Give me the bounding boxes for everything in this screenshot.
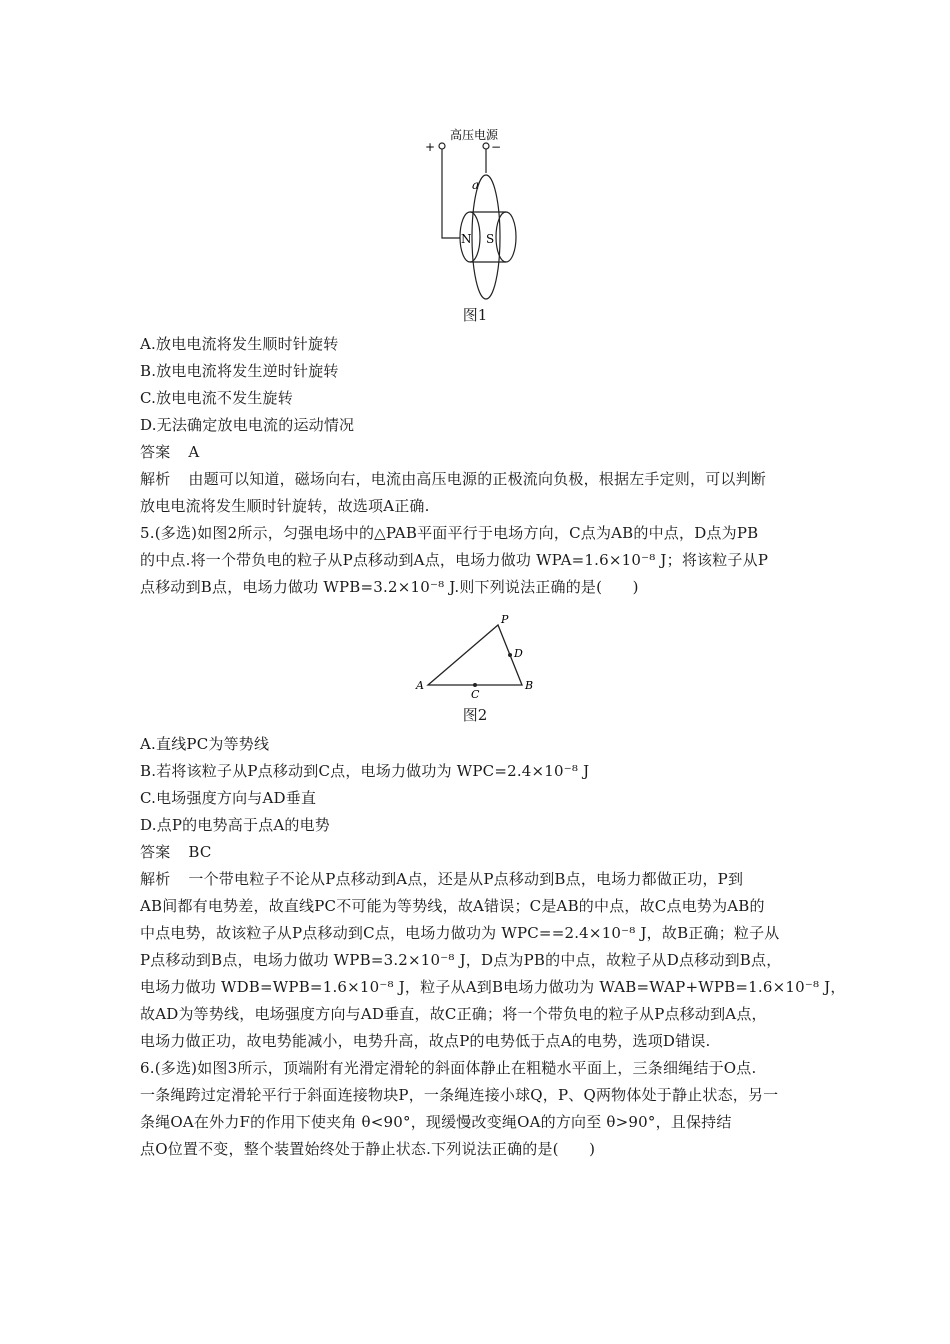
label-s: S xyxy=(486,232,495,246)
q5-answer xyxy=(140,842,820,862)
q5-answer-value: BC xyxy=(188,843,212,861)
q6-stem-line-4: 点O位置不变，整个装置始终处于静止状态.下列说法正确的是( ) xyxy=(140,1140,596,1158)
label-p: P xyxy=(501,613,509,626)
q6-stem-line-2: 一条绳跨过定滑轮平行于斜面连接物块P，一条绳连接小球Q，P、Q两物体处于静止状态，另一 xyxy=(140,1086,779,1104)
q5-option-a: A.直线PC为等势线 xyxy=(140,735,270,753)
q4-option-d: D.无法确定放电电流的运动情况 xyxy=(140,416,355,434)
q4-analysis-label: 解析 xyxy=(140,470,171,488)
label-n: N xyxy=(461,232,472,246)
q5-analysis-line-5: 电场力做功 WDB=WPB=1.6×10⁻⁸ J，粒子从A到B电场力做功为 WAB=WAP+WPB=1.6×10⁻⁸ J， xyxy=(140,978,846,996)
q4-analysis-line-2: 放电电流将发生顺时针旋转，故选项A正确. xyxy=(140,497,430,515)
figure-2-diagram xyxy=(410,610,550,700)
q4-option-c: C.放电电流不发生旋转 xyxy=(140,389,293,407)
label-b: B xyxy=(525,679,534,692)
figure-1-caption: 图1 xyxy=(462,306,488,324)
positive-wire xyxy=(442,149,462,238)
q4-answer-value: A xyxy=(188,443,200,461)
q5-analysis-label: 解析 xyxy=(140,870,171,888)
q5-analysis-text-1: 一个带电粒子不论从P点移动到A点，还是从P点移动到B点，电场力都做正功，P到 xyxy=(188,870,744,888)
q5-stem-line-1: 5.(多选)如图2所示，匀强电场中的△PAB平面平行于电场方向，C点为AB的中点，D点为PB xyxy=(140,524,759,542)
q5-analysis-line-4: P点移动到B点，电场力做功 WPB=3.2×10⁻⁸ J，D点为PB的中点，故粒子从D点移动到B点， xyxy=(140,951,782,969)
label-c: C xyxy=(471,688,480,700)
point-d-dot xyxy=(508,653,512,657)
q5-stem-line-3: 点移动到B点，电场力做功 WPB=3.2×10⁻⁸ J.则下列说法正确的是( ) xyxy=(140,578,639,596)
label-a: a xyxy=(472,178,480,192)
label-d: D xyxy=(514,647,523,660)
triangle-pab xyxy=(428,625,522,685)
q4-analysis-text-1: 由题可以知道，磁场向右，电流由高压电源的正极流向负极，根据左手定则，可以判断 xyxy=(188,470,767,488)
figure-1-diagram xyxy=(420,125,540,300)
q5-option-b: B.若将该粒子从P点移动到C点，电场力做功为 WPC=2.4×10⁻⁸ J xyxy=(140,762,590,780)
minus-terminal-label: − xyxy=(491,140,502,154)
label-a: A xyxy=(416,679,424,692)
q4-option-b: B.放电电流将发生逆时针旋转 xyxy=(140,362,339,380)
q5-analysis-line-3: 中点电势，故该粒子从P点移动到C点，电场力做功为 WPC==2.4×10⁻⁸ J，故B正确；粒子从 xyxy=(140,924,780,942)
q5-answer-label: 答案 xyxy=(140,843,171,861)
q4-analysis-line-1 xyxy=(140,469,820,489)
q4-answer xyxy=(140,442,820,462)
q4-option-a: A.放电电流将发生顺时针旋转 xyxy=(140,335,339,353)
q5-analysis-line-2: AB间都有电势差，故直线PC不可能为等势线，故A错误；C是AB的中点，故C点电势为AB的 xyxy=(140,897,765,915)
q5-option-d: D.点P的电势高于点A的电势 xyxy=(140,816,330,834)
plus-terminal-label: + xyxy=(425,140,436,154)
minus-terminal xyxy=(483,143,489,149)
q6-stem-line-3: 条绳OA在外力F的作用下使夹角 θ<90°，现缓慢改变绳OA的方向至 θ>90°，且保持结 xyxy=(140,1113,732,1131)
q5-analysis-line-1 xyxy=(140,869,820,889)
q5-stem-line-2: 的中点.将一个带负电的粒子从P点移动到A点，电场力做功 WPA=1.6×10⁻⁸ J；将该粒子从P xyxy=(140,551,769,569)
q6-stem-line-1: 6.(多选)如图3所示，顶端附有光滑定滑轮的斜面体静止在粗糙水平面上，三条细绳结于O点. xyxy=(140,1059,757,1077)
figure-2-caption: 图2 xyxy=(462,706,488,724)
plus-terminal xyxy=(439,143,445,149)
q4-answer-label: 答案 xyxy=(140,443,171,461)
point-c-dot xyxy=(473,683,477,687)
q5-option-c: C.电场强度方向与AD垂直 xyxy=(140,789,317,807)
power-source-label: 高压电源 xyxy=(450,128,499,142)
q5-analysis-line-7: 电场力做正功，故电势能减小，电势升高，故点P的电势低于点A的电势，选项D错误. xyxy=(140,1032,711,1050)
q5-analysis-line-6: 故AD为等势线，电场强度方向与AD垂直，故C正确；将一个带负电的粒子从P点移动到A点， xyxy=(140,1005,767,1023)
